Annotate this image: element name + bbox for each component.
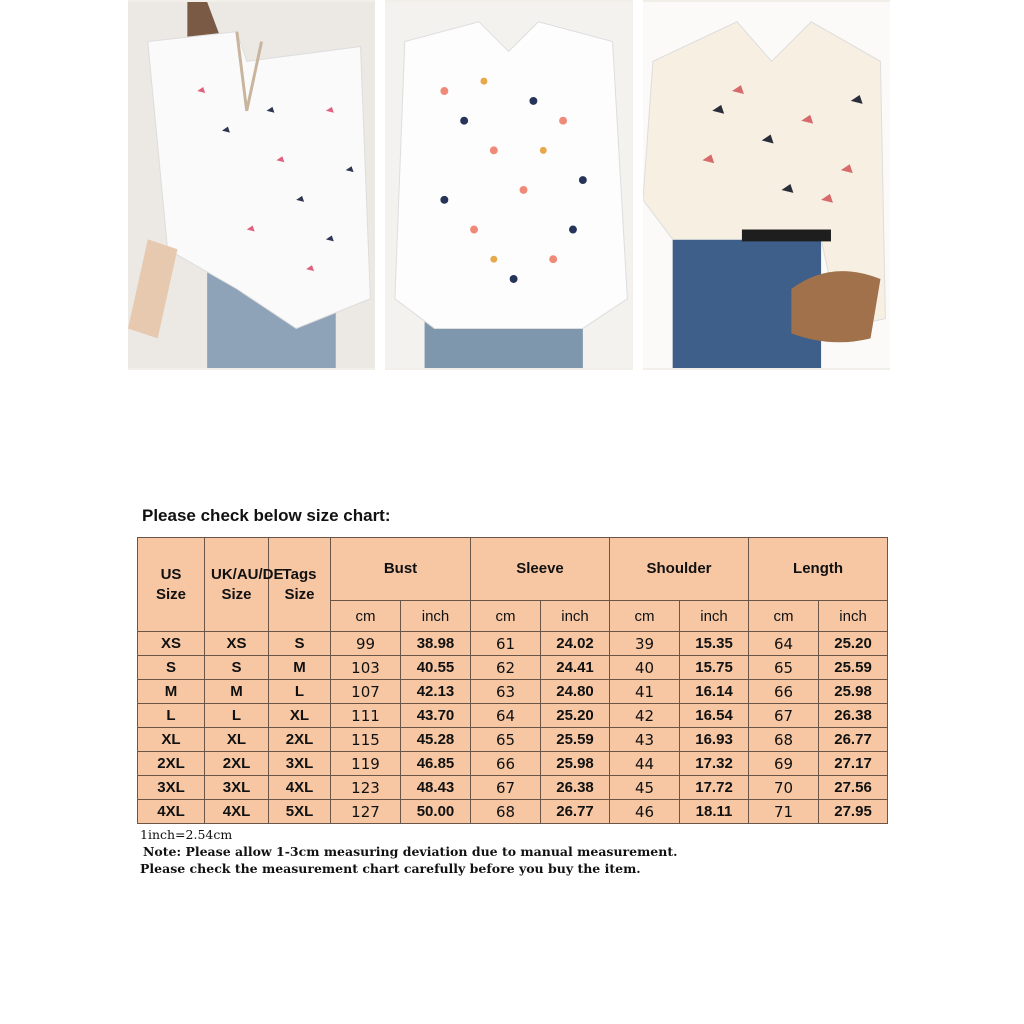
cell-tags: L: [269, 680, 331, 704]
cell-us: XS: [138, 632, 205, 656]
subheader-cm: cm: [610, 601, 680, 632]
cell-bust-in: 48.43: [401, 776, 471, 800]
cell-bust-in: 42.13: [401, 680, 471, 704]
cell-bust-cm: 99: [331, 632, 401, 656]
size-notes: [140, 826, 677, 877]
cell-shoulder-in: 16.54: [680, 704, 749, 728]
cell-uk: 3XL: [205, 776, 269, 800]
cell-shoulder-cm: 40: [610, 656, 680, 680]
conversion-note: 1inch=2.54cm: [140, 827, 233, 842]
cell-sleeve-in: 26.38: [541, 776, 610, 800]
cell-sleeve-in: 24.02: [541, 632, 610, 656]
cell-length-in: 27.17: [819, 752, 888, 776]
cell-shoulder-in: 15.75: [680, 656, 749, 680]
cell-us: S: [138, 656, 205, 680]
cell-shoulder-in: 17.32: [680, 752, 749, 776]
cell-us: 4XL: [138, 800, 205, 824]
cell-tags: 5XL: [269, 800, 331, 824]
cell-bust-cm: 123: [331, 776, 401, 800]
cell-sleeve-cm: 63: [471, 680, 541, 704]
cell-shoulder-cm: 42: [610, 704, 680, 728]
cell-length-cm: 66: [749, 680, 819, 704]
cell-shoulder-in: 15.35: [680, 632, 749, 656]
cell-length-in: 27.56: [819, 776, 888, 800]
cell-length-cm: 69: [749, 752, 819, 776]
cell-bust-in: 43.70: [401, 704, 471, 728]
table-row: [138, 800, 888, 824]
cell-sleeve-cm: 68: [471, 800, 541, 824]
cell-us: M: [138, 680, 205, 704]
cell-shoulder-in: 18.11: [680, 800, 749, 824]
cell-tags: 4XL: [269, 776, 331, 800]
header-length: Length: [749, 538, 888, 601]
cell-bust-cm: 127: [331, 800, 401, 824]
cell-uk: XS: [205, 632, 269, 656]
cell-us: XL: [138, 728, 205, 752]
header-sleeve: Sleeve: [471, 538, 610, 601]
cell-length-cm: 65: [749, 656, 819, 680]
cell-bust-in: 38.98: [401, 632, 471, 656]
table-row: [138, 728, 888, 752]
cell-bust-cm: 119: [331, 752, 401, 776]
cell-sleeve-in: 25.59: [541, 728, 610, 752]
size-chart-title: Please check below size chart:: [142, 506, 391, 525]
cell-shoulder-cm: 39: [610, 632, 680, 656]
cell-sleeve-cm: 65: [471, 728, 541, 752]
cell-length-cm: 68: [749, 728, 819, 752]
deviation-note: Note: Please allow 1-3cm measuring deviation due to manual measurement.: [143, 844, 678, 859]
cell-uk: 2XL: [205, 752, 269, 776]
cell-sleeve-in: 24.80: [541, 680, 610, 704]
cell-bust-cm: 107: [331, 680, 401, 704]
cell-tags: 2XL: [269, 728, 331, 752]
cell-us: 3XL: [138, 776, 205, 800]
cell-length-in: 25.59: [819, 656, 888, 680]
subheader-cm: cm: [749, 601, 819, 632]
photo-butterfly-shirt-1: [128, 0, 375, 370]
table-row: [138, 632, 888, 656]
header-us-size: US Size: [138, 538, 205, 632]
subheader-inch: inch: [401, 601, 471, 632]
cell-length-cm: 64: [749, 632, 819, 656]
cell-sleeve-in: 25.98: [541, 752, 610, 776]
subheader-inch: inch: [541, 601, 610, 632]
cell-tags: S: [269, 632, 331, 656]
cell-length-in: 26.77: [819, 728, 888, 752]
cell-uk: M: [205, 680, 269, 704]
cell-tags: M: [269, 656, 331, 680]
header-shoulder: Shoulder: [610, 538, 749, 601]
table-row: [138, 752, 888, 776]
table-row: [138, 656, 888, 680]
cell-sleeve-cm: 64: [471, 704, 541, 728]
cell-sleeve-cm: 67: [471, 776, 541, 800]
cell-sleeve-cm: 66: [471, 752, 541, 776]
cell-sleeve-cm: 61: [471, 632, 541, 656]
cell-bust-cm: 103: [331, 656, 401, 680]
cell-bust-in: 50.00: [401, 800, 471, 824]
cell-length-cm: 67: [749, 704, 819, 728]
header-tags-size: Tags Size: [269, 538, 331, 632]
photo-butterfly-shirt-2: [643, 0, 890, 370]
cell-uk: S: [205, 656, 269, 680]
cell-length-in: 25.98: [819, 680, 888, 704]
cell-length-cm: 71: [749, 800, 819, 824]
cell-shoulder-cm: 44: [610, 752, 680, 776]
table-row: [138, 704, 888, 728]
cell-bust-cm: 115: [331, 728, 401, 752]
cell-uk: L: [205, 704, 269, 728]
size-chart-table: [137, 537, 888, 824]
subheader-inch: inch: [680, 601, 749, 632]
cell-shoulder-cm: 43: [610, 728, 680, 752]
check-note: Please check the measurement chart carefully before you buy the item.: [140, 861, 641, 876]
cell-length-in: 27.95: [819, 800, 888, 824]
photo-heart-shirt: [385, 0, 632, 370]
cell-shoulder-in: 17.72: [680, 776, 749, 800]
cell-sleeve-in: 26.77: [541, 800, 610, 824]
subheader-inch: inch: [819, 601, 888, 632]
cell-us: L: [138, 704, 205, 728]
cell-shoulder-in: 16.14: [680, 680, 749, 704]
table-row: [138, 680, 888, 704]
cell-uk: XL: [205, 728, 269, 752]
subheader-cm: cm: [331, 601, 401, 632]
cell-sleeve-in: 25.20: [541, 704, 610, 728]
cell-bust-in: 45.28: [401, 728, 471, 752]
header-uk-size: UK/AU/DE Size: [205, 538, 269, 632]
cell-bust-cm: 111: [331, 704, 401, 728]
cell-tags: XL: [269, 704, 331, 728]
cell-us: 2XL: [138, 752, 205, 776]
cell-length-in: 25.20: [819, 632, 888, 656]
cell-shoulder-cm: 46: [610, 800, 680, 824]
cell-sleeve-in: 24.41: [541, 656, 610, 680]
cell-shoulder-cm: 45: [610, 776, 680, 800]
cell-shoulder-in: 16.93: [680, 728, 749, 752]
table-row: [138, 776, 888, 800]
header-bust: Bust: [331, 538, 471, 601]
butterfly-print-shirt-icon: [643, 0, 890, 370]
cell-length-in: 26.38: [819, 704, 888, 728]
cell-bust-in: 40.55: [401, 656, 471, 680]
cell-sleeve-cm: 62: [471, 656, 541, 680]
cell-tags: 3XL: [269, 752, 331, 776]
heart-print-shirt-icon: [385, 0, 632, 370]
cell-length-cm: 70: [749, 776, 819, 800]
product-photos: [128, 0, 890, 370]
cell-shoulder-cm: 41: [610, 680, 680, 704]
cell-uk: 4XL: [205, 800, 269, 824]
cell-bust-in: 46.85: [401, 752, 471, 776]
subheader-cm: cm: [471, 601, 541, 632]
butterfly-print-shirt-icon: [128, 0, 375, 370]
